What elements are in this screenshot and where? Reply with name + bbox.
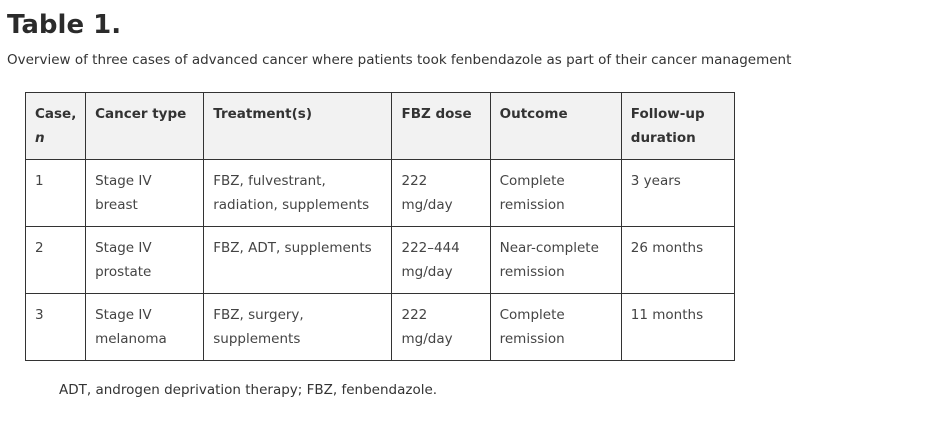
cell-line: remission (499, 197, 565, 213)
cell-line: prostate (95, 264, 152, 280)
cell-case: 3 (26, 294, 86, 361)
cell-outcome (490, 227, 621, 294)
header-case-line1: Case, (35, 106, 77, 122)
cell-follow-up: 26 months (621, 227, 734, 294)
cell-case: 2 (26, 227, 86, 294)
header-fbz-dose-label: FBZ dose (401, 106, 472, 122)
cell-line: radiation, supplements (213, 197, 370, 213)
cell-follow-up: 3 years (621, 160, 734, 227)
cell-cancer-type (86, 227, 204, 294)
header-case (26, 93, 86, 160)
cell-line: Complete (499, 173, 565, 189)
cell-line: remission (499, 264, 565, 280)
table-row (26, 294, 735, 361)
header-fbz-dose (392, 93, 490, 160)
table-row (26, 227, 735, 294)
cell-dose (392, 227, 490, 294)
cell-line: FBZ, fulvestrant, (213, 173, 326, 189)
header-outcome-label: Outcome (499, 106, 568, 122)
header-follow-up (621, 93, 734, 160)
header-cancer-type-label: Cancer type (95, 106, 187, 122)
cell-line: breast (95, 197, 138, 213)
cell-line: melanoma (95, 331, 167, 347)
cell-follow-up: 11 months (621, 294, 734, 361)
cell-line: supplements (213, 331, 301, 347)
cell-line: Stage IV (95, 240, 152, 256)
header-follow-up-line2: duration (630, 130, 696, 146)
cell-treatments (204, 227, 392, 294)
table-header-row (26, 93, 735, 160)
cell-line: 222–444 (401, 240, 460, 256)
cell-dose (392, 294, 490, 361)
cell-line: mg/day (401, 264, 453, 280)
header-treatments (204, 93, 392, 160)
cell-outcome (490, 294, 621, 361)
cell-cancer-type (86, 160, 204, 227)
cell-cancer-type (86, 294, 204, 361)
cell-treatments (204, 294, 392, 361)
cell-line: Near-complete (499, 240, 599, 256)
cell-line: remission (499, 331, 565, 347)
table-row (26, 160, 735, 227)
header-treatments-label: Treatment(s) (213, 106, 312, 122)
cases-table (25, 92, 735, 361)
cell-case: 1 (26, 160, 86, 227)
header-outcome (490, 93, 621, 160)
cell-line: Complete (499, 307, 565, 323)
cell-line: 222 (401, 173, 428, 189)
cell-line: FBZ, ADT, supplements (213, 240, 372, 256)
cell-line: 222 (401, 307, 428, 323)
table-footnote: ADT, androgen deprivation therapy; FBZ, fenbendazole. (59, 382, 438, 398)
cell-line: Stage IV (95, 307, 152, 323)
header-case-line2: n (35, 130, 45, 146)
cell-line: mg/day (401, 197, 453, 213)
cell-outcome (490, 160, 621, 227)
cell-dose (392, 160, 490, 227)
header-follow-up-line1: Follow-up (630, 106, 705, 122)
cell-line: mg/day (401, 331, 453, 347)
cell-treatments (204, 160, 392, 227)
table-caption: Overview of three cases of advanced cancer where patients took fenbendazole as part of their cancer management (7, 52, 792, 68)
cell-line: FBZ, surgery, (213, 307, 304, 323)
header-cancer-type (86, 93, 204, 160)
cell-line: Stage IV (95, 173, 152, 189)
table-title: Table 1. (7, 10, 122, 40)
